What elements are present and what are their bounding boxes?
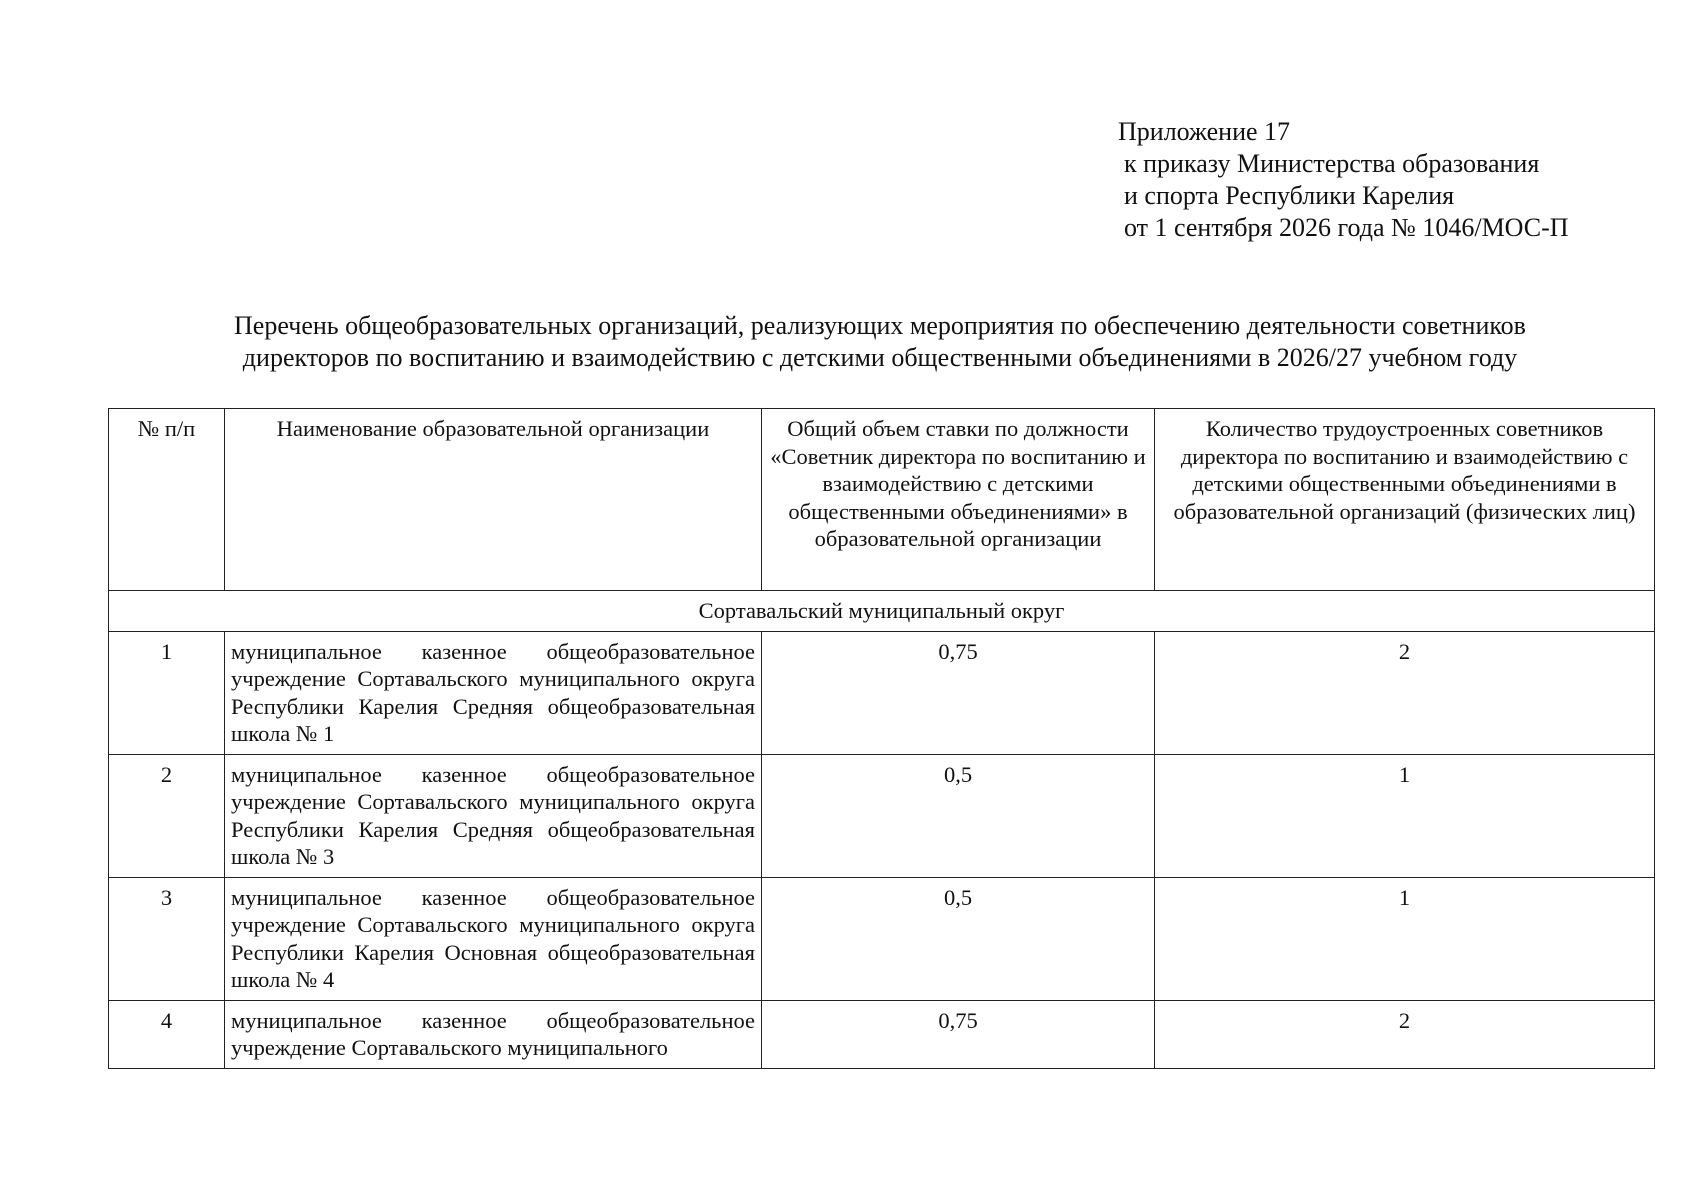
row-num: 1 bbox=[109, 631, 225, 754]
row-name: муниципальное казенное общеобразовательное учреждение Сортавальского муниципального bbox=[225, 1000, 762, 1068]
row-rate: 0,5 bbox=[762, 877, 1155, 1000]
section-title: Сортавальский муниципальный округ bbox=[109, 591, 1655, 632]
row-rate: 0,75 bbox=[762, 1000, 1155, 1068]
appendix-number: Приложение 17 bbox=[1118, 117, 1291, 146]
table-section-row bbox=[109, 591, 1655, 632]
document-title-line-2: директоров по воспитанию и взаимодействию с детскими общественными объединениями в 2026/27 учебном году bbox=[242, 343, 1518, 372]
table-row bbox=[109, 631, 1655, 754]
organizations-table bbox=[108, 408, 1655, 1069]
row-num: 4 bbox=[109, 1000, 225, 1068]
row-count: 1 bbox=[1155, 754, 1655, 877]
appendix-ministry: и спорта Республики Карелия bbox=[1124, 181, 1455, 210]
header-num: № п/п bbox=[109, 409, 225, 591]
row-count: 2 bbox=[1155, 631, 1655, 754]
row-count: 1 bbox=[1155, 877, 1655, 1000]
row-name: муниципальное казенное общеобразовательное учреждение Сортавальского муниципального округа Республики Карелия Средняя общеобразовательная школа № 3 bbox=[225, 754, 762, 877]
header-count: Количество трудоустроенных советников директора по воспитанию и взаимодействию с детскими общественными объединениями в образовательной организаций (физических лиц) bbox=[1155, 409, 1655, 591]
row-num: 3 bbox=[109, 877, 225, 1000]
table-header-row bbox=[109, 409, 1655, 591]
appendix-order-ref: к приказу Министерства образования bbox=[1124, 149, 1540, 178]
header-rate: Общий объем ставки по должности «Советник директора по воспитанию и взаимодействию с детскими общественными объединениями» в образовательной организации bbox=[762, 409, 1155, 591]
row-num: 2 bbox=[109, 754, 225, 877]
document-title-line-1: Перечень общеобразовательных организаций, реализующих мероприятия по обеспечению деятельности советников bbox=[234, 311, 1526, 340]
row-name: муниципальное казенное общеобразовательное учреждение Сортавальского муниципального округа Республики Карелия Средняя общеобразовательная школа № 1 bbox=[225, 631, 762, 754]
table-row bbox=[109, 1000, 1655, 1068]
appendix-block bbox=[1118, 116, 1569, 244]
appendix-date-number: от 1 сентября 2026 года № 1046/МОС-П bbox=[1124, 213, 1569, 242]
row-count: 2 bbox=[1155, 1000, 1655, 1068]
table-row bbox=[109, 754, 1655, 877]
header-name: Наименование образовательной организации bbox=[225, 409, 762, 591]
row-rate: 0,75 bbox=[762, 631, 1155, 754]
document-title bbox=[110, 310, 1650, 374]
row-rate: 0,5 bbox=[762, 754, 1155, 877]
table-row bbox=[109, 877, 1655, 1000]
row-name: муниципальное казенное общеобразовательное учреждение Сортавальского муниципального округа Республики Карелия Основная общеобразовательная школа № 4 bbox=[225, 877, 762, 1000]
